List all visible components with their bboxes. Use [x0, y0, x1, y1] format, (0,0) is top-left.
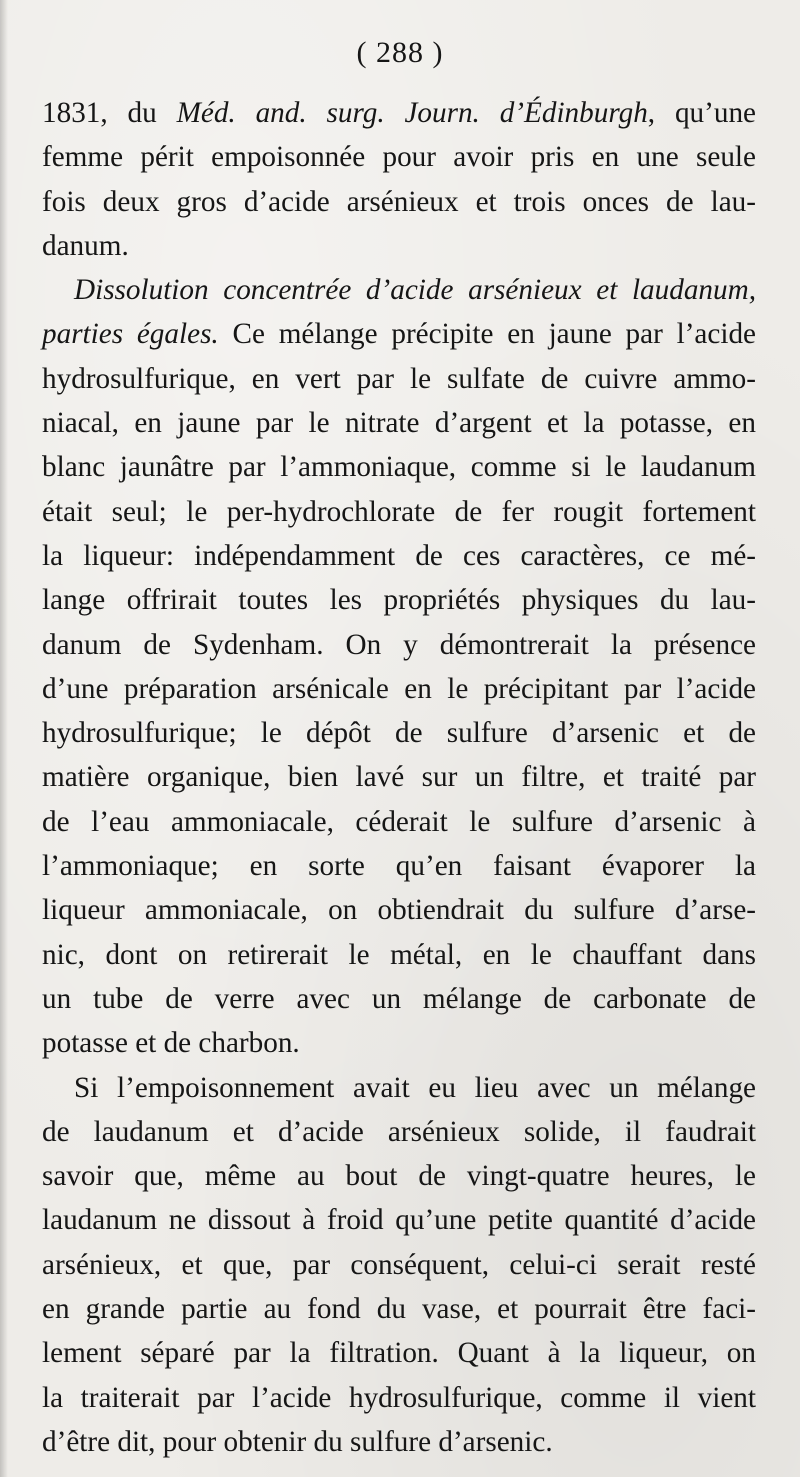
text-segment: fois deux gros d’acide arsénieux et trois onces de lau-: [42, 185, 756, 218]
text-segment: femme périt empoisonnée pour avoir pris en une seule: [42, 141, 756, 174]
text-segment: matière organique, bien lavé sur un filtre, et traité par: [42, 761, 756, 794]
text-segment: savoir que, même au bout de vingt-quatre heures, le: [42, 1160, 756, 1193]
italic-text: Dissolution concentrée d’acide arsénieux et laudanum,: [74, 274, 756, 307]
text-line: [42, 667, 756, 711]
text-line: [42, 180, 756, 224]
text-segment: danum.: [42, 229, 129, 262]
italic-text: Méd. and. surg. Journ. d’Édinburgh: [176, 97, 648, 129]
text-segment: danum de Sydenham. On y démontrerait la présence: [42, 628, 756, 661]
text-segment: d’une préparation arsénicale en le précipitant par l’acide: [42, 672, 756, 705]
text-segment: de laudanum et d’acide arsénieux solide, il faudrait: [42, 1115, 756, 1148]
text-line: [42, 888, 756, 932]
text-segment: en grande partie au fond du vase, et pourrait être faci-: [42, 1293, 756, 1326]
text-line: [42, 578, 756, 622]
text-segment: lement séparé par la filtration. Quant à la liqueur, on: [42, 1337, 756, 1370]
body-text: [42, 91, 756, 1464]
text-line: [42, 755, 756, 799]
italic-text: parties égales.: [42, 318, 219, 351]
text-line: [42, 1243, 756, 1287]
text-line: [42, 1420, 756, 1464]
text-segment: 1831, du: [42, 97, 177, 129]
text-segment: Ce mélange précipite en jaune par l’acide: [218, 318, 756, 351]
text-line: [42, 534, 756, 578]
text-segment: d’être dit, pour obtenir du sulfure d’arsenic.: [42, 1425, 553, 1458]
text-segment: hydrosulfurique; le dépôt de sulfure d’arsenic et de: [42, 717, 756, 750]
text-line: [42, 1331, 756, 1375]
text-line: [42, 1110, 756, 1154]
text-segment: niacal, en jaune par le nitrate d’argent et la potasse, en: [42, 407, 756, 440]
text-line: [42, 224, 756, 268]
text-line: [42, 800, 756, 844]
text-segment: potasse et de charbon.: [42, 1027, 300, 1060]
text-line: [42, 844, 756, 888]
text-line: [42, 135, 756, 179]
text-line: [42, 1021, 756, 1065]
text-segment: hydrosulfurique, en vert par le sulfate de cuivre ammo-: [42, 362, 756, 395]
text-line: [42, 711, 756, 755]
text-segment: un tube de verre avec un mélange de carbonate de: [42, 982, 756, 1015]
text-line: [42, 268, 756, 312]
text-line: [42, 1376, 756, 1420]
text-line: [42, 312, 756, 356]
text-segment: blanc jaunâtre par l’ammoniaque, comme si le laudanum: [42, 451, 756, 484]
text-segment: lange offrirait toutes les propriétés physiques du lau-: [42, 584, 756, 617]
text-line: [42, 401, 756, 445]
text-line: [42, 1198, 756, 1242]
text-segment: était seul; le per-hydrochlorate de fer rougit fortement: [42, 495, 756, 528]
text-line: [42, 623, 756, 667]
text-segment: liqueur ammoniacale, on obtiendrait du sulfure d’arse-: [42, 894, 756, 927]
text-segment: l’ammoniaque; en sorte qu’en faisant évaporer la: [42, 850, 756, 883]
text-line: [42, 445, 756, 489]
text-segment: Si l’empoisonnement avait eu lieu avec un mélange: [74, 1071, 756, 1104]
text-line: [42, 91, 756, 135]
text-segment: laudanum ne dissout à froid qu’une petite quantité d’acide: [42, 1204, 756, 1237]
text-line: [42, 357, 756, 401]
page-edge-shadow: [0, 0, 8, 1477]
text-line: [42, 1154, 756, 1198]
text-line: [42, 977, 756, 1021]
text-segment: la traiterait par l’acide hydrosulfurique, comme il vient: [42, 1381, 756, 1414]
text-segment: la liqueur: indépendamment de ces caractères, ce mé-: [42, 539, 756, 572]
text-segment: , qu’une: [647, 97, 756, 129]
text-line: [42, 1066, 756, 1110]
text-line: [42, 933, 756, 977]
text-segment: arsénieux, et que, par conséquent, celui-ci serait resté: [42, 1248, 756, 1281]
text-segment: de l’eau ammoniacale, céderait le sulfure d’arsenic à: [42, 805, 756, 838]
page-number: ( 288 ): [356, 36, 444, 69]
text-line: [42, 1287, 756, 1331]
text-segment: nic, dont on retirerait le métal, en le chauffant dans: [42, 938, 756, 971]
text-line: [42, 490, 756, 534]
